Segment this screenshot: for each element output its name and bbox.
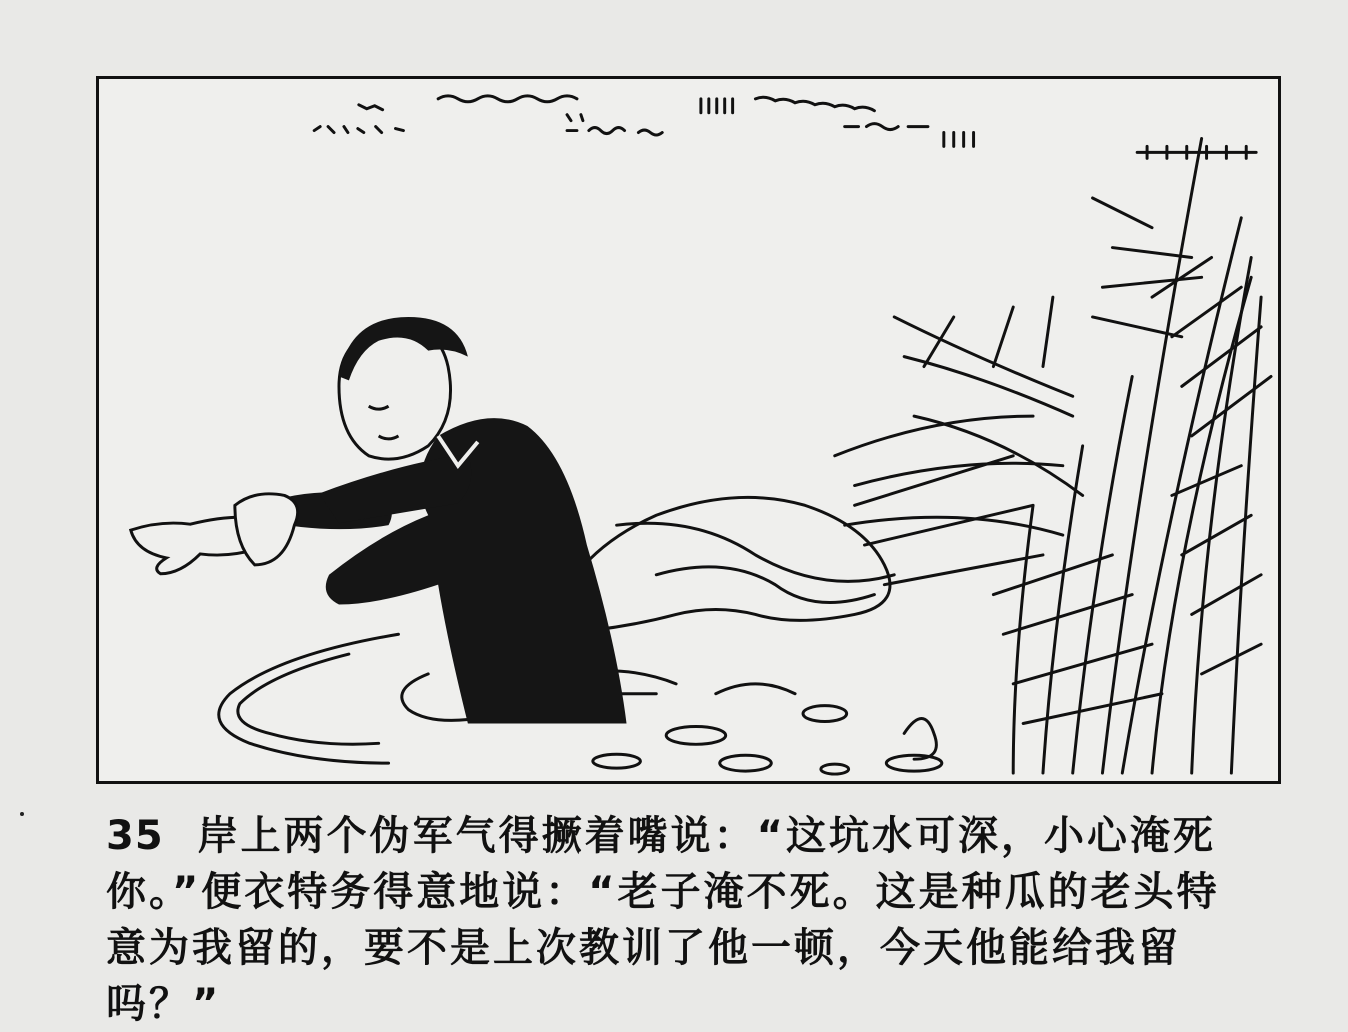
caption-line-2: 你。”便衣特务得意地说：“老子淹不死。这是种瓜的老头特 [106,869,1220,915]
panel-number: 35 [106,813,164,859]
caption-text-1: 岸上两个伪军气得撅着嘴说：“这坑水可深，小心淹死 [197,813,1216,859]
wading-man-figure [131,317,627,724]
panel-caption [106,808,1286,1032]
ink-speck [20,812,24,816]
caption-line-3: 意为我留的，要不是上次教训了他一顿，今天他能给我留吗？” [106,925,1181,1027]
distant-shore [314,96,1256,158]
reeds [835,138,1271,773]
illustration-panel [96,76,1281,784]
pond-scene-illustration [99,79,1278,781]
caption-line-1 [106,808,1286,864]
